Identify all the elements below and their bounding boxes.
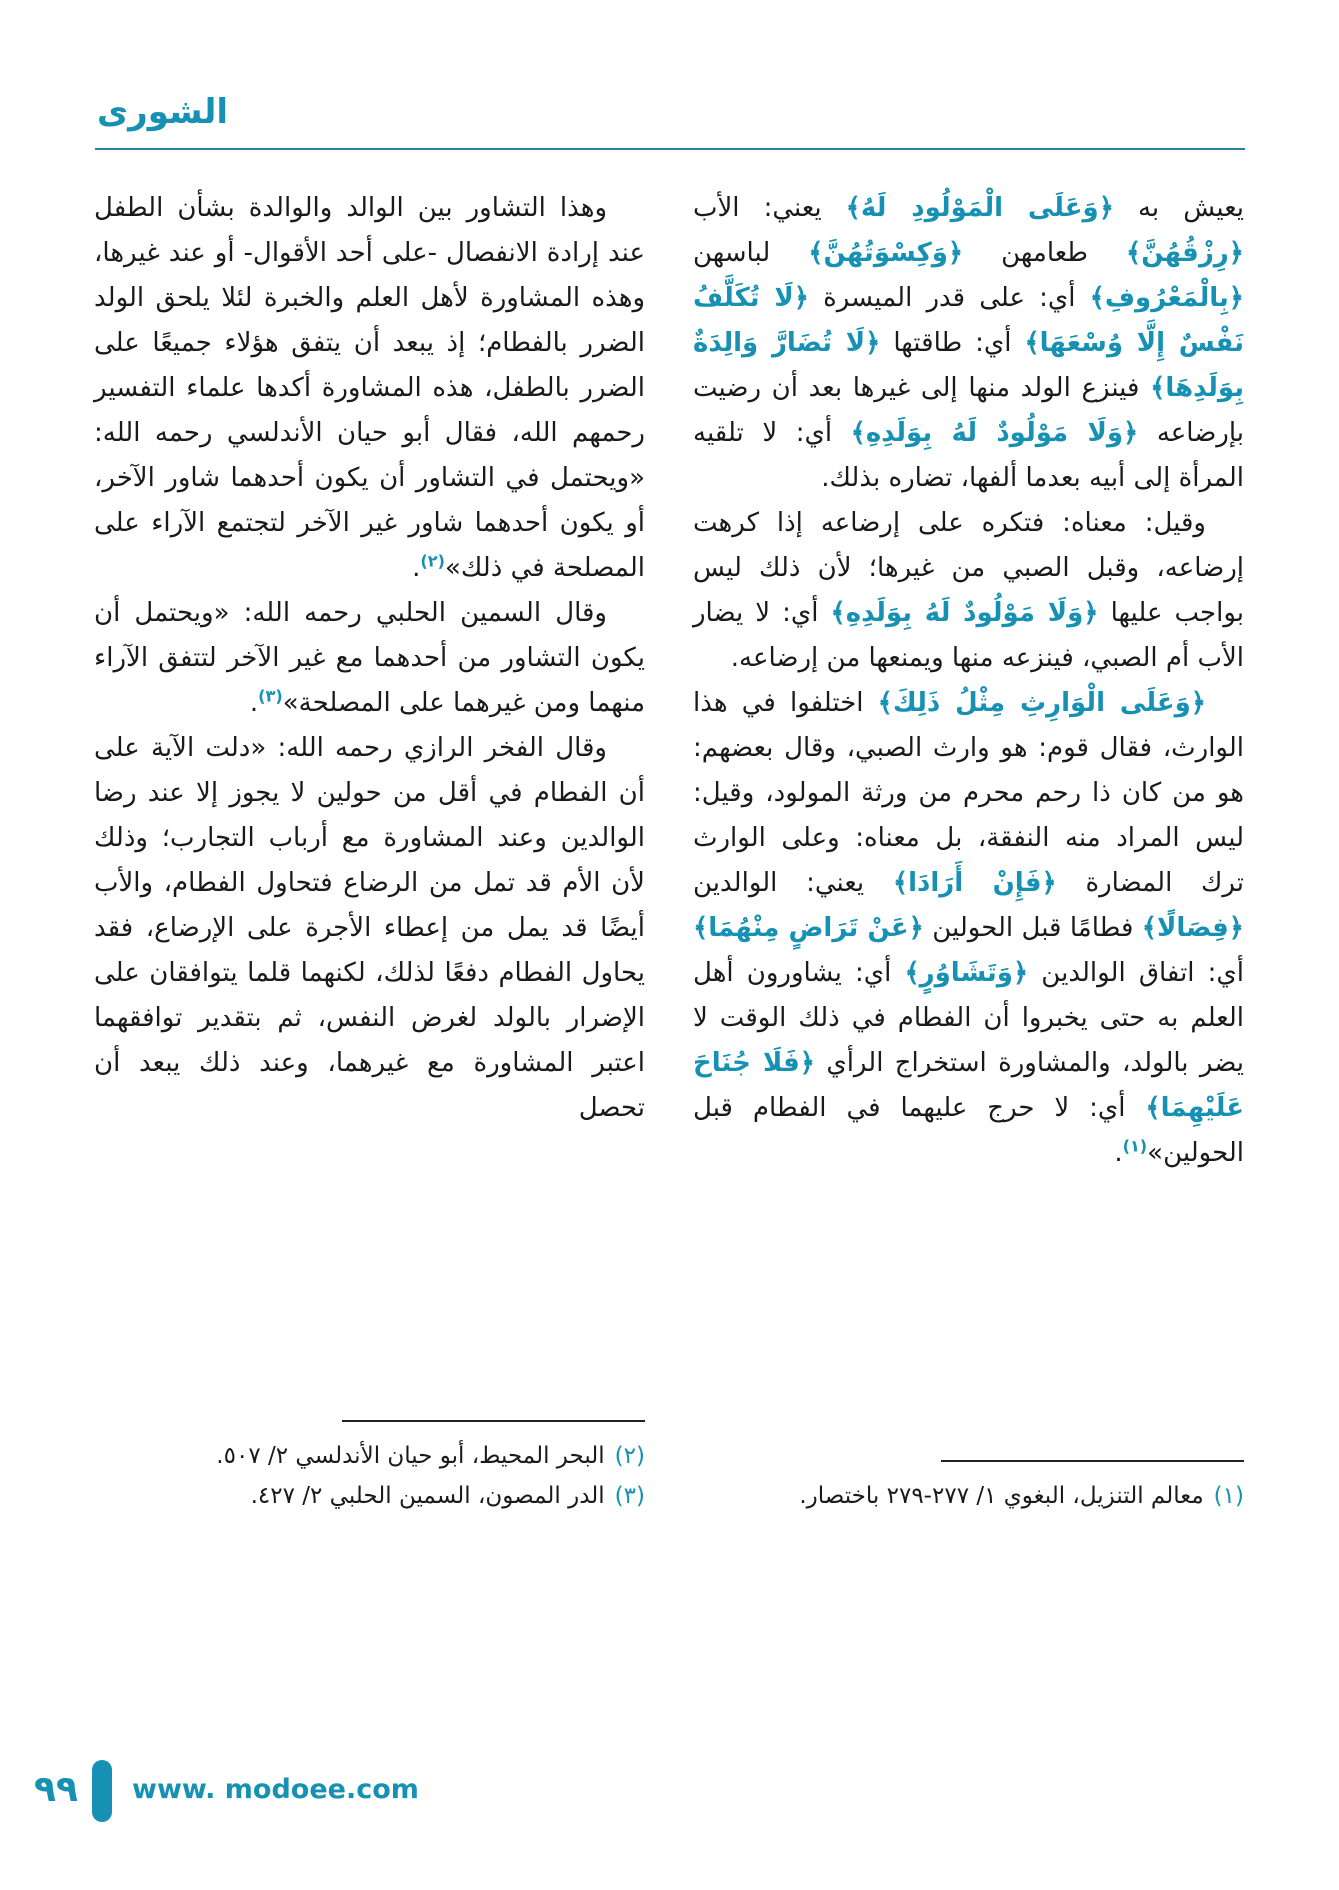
quran-quote: ﴿وَتَشَاوُرٍ﴾ <box>904 958 1029 988</box>
footnote-text: معالم التنزيل، البغوي ١/ ٢٧٧-٢٧٩ باختصار. <box>799 1483 1204 1509</box>
footnote-text: الدر المصون، السمين الحلبي ٢/ ٤٢٧. <box>250 1483 605 1509</box>
body-text: وهذا التشاور بين الوالد والوالدة بشأن الطفل عند إرادة الانفصال -على أحد الأقوال- أو عند غيرها، وهذه المشاورة لأهل العلم والخبرة لئلا يلحق الولد الضرر بالفطام؛ إذ يبعد أن يتفق هؤلاء جميعًا على الضرر بالطفل، هذه المشاورة أكدها علماء التفسير رحمهم الله، فقال أبو حيان الأندلسي رحمه الله: «ويحتمل في التشاور أن يكون أحدهما شاور الآخر، أو يكون أحدهما شاور غير الآخر لتجتمع الآراء على المصلحة في ذلك» <box>94 193 645 583</box>
footnote-number: (١) <box>1213 1483 1244 1509</box>
quran-quote: ﴿وَلَا مَوْلُودٌ لَهُ بِوَلَدِهِ﴾ <box>830 598 1099 628</box>
column-right <box>693 186 1244 1516</box>
body-text: . <box>1114 1138 1123 1168</box>
body-text: أي: طاقتها <box>880 328 1025 358</box>
site-url[interactable]: www. modoee.com <box>132 1774 419 1805</box>
footnote-ref: (١) <box>1122 1136 1148 1156</box>
footer-accent-bar <box>92 1760 112 1822</box>
body-text: أي: لا حرج عليهما في الفطام قبل الحولين» <box>693 1093 1244 1168</box>
body-text: طعامهن <box>963 238 1126 268</box>
body-text: أي: لا يضار الأب أم الصبي، فينزعه منها ويمنعها من إرضاعه. <box>693 598 1244 673</box>
paragraph <box>693 681 1244 1176</box>
body-text: وقال السمين الحلبي رحمه الله: «ويحتمل أن يكون التشاور من أحدهما مع غير الآخر لتتفق الآراء منهما ومن غيرهما على المصلحة» <box>94 598 645 718</box>
quran-quote: ﴿رِزْقُهُنَّ﴾ <box>1126 238 1244 268</box>
column-right-body <box>693 186 1244 1176</box>
body-text: يعني: الأب <box>693 193 846 223</box>
footnote-number: (٣) <box>614 1483 645 1509</box>
footnote <box>94 1476 645 1516</box>
footnotes-left <box>94 1402 645 1516</box>
quran-quote: ﴿عَنْ تَرَاضٍ مِنْهُمَا﴾ <box>693 913 924 943</box>
body-text: اختلفوا في هذا الوارث، فقال قوم: هو وارث الصبي، وقال بعضهم: هو من كان ذا رحم محرم من ورثة المولود، وقيل: ليس المراد منه النفقة، بل معناه: وعلى الوارث ترك المضارة <box>693 688 1244 898</box>
surah-title: الشورى <box>97 92 229 132</box>
quran-quote: ﴿فَلَا جُنَاحَ عَلَيْهِمَا﴾ <box>693 1048 1244 1123</box>
quran-quote: ﴿فَإِنْ أَرَادَا﴾ <box>892 868 1057 898</box>
page-number: ٩٩ <box>34 1769 78 1810</box>
body-text: أي: لا تلقيه المرأة إلى أبيه بعدما ألفها، تضاره بذلك. <box>693 418 1244 493</box>
quran-quote: ﴿لَا تُكَلَّفُ نَفْسٌ إِلَّا وُسْعَهَا﴾ <box>693 283 1245 358</box>
page-footer <box>0 1760 1339 1824</box>
body-text: وقال الفخر الرازي رحمه الله: «دلت الآية على أن الفطام في أقل من حولين لا يجوز إلا عند رضا الوالدين وعند المشاورة مع أرباب التجارب؛ وذلك لأن الأم قد تمل من الرضاع فتحاول الفطام، والأب أيضًا قد يمل من إعطاء الأجرة على الإرضاع، فقد يحاول الفطام دفعًا لذلك، لكنهما قلما يتوافقان على الإضرار بالولد لغرض النفس، ثم بتقدير توافقهما اعتبر المشاورة مع غيرهما، وعند ذلك يبعد أن تحصل <box>94 733 645 1123</box>
column-left <box>94 186 645 1516</box>
body-text: . <box>412 553 421 583</box>
body-text: لباسهن <box>693 238 809 268</box>
body-text: يعني: الوالدين <box>693 868 893 898</box>
footnote-ref: (٢) <box>420 551 445 571</box>
footnotes-left-list <box>94 1436 645 1516</box>
column-left-body <box>94 186 645 1131</box>
footnote-separator <box>342 1420 645 1422</box>
footnote-separator <box>941 1460 1244 1462</box>
body-text: أي: يشاورون أهل العلم به حتى يخبروا أن الفطام في ذلك الوقت لا يضر بالولد، والمشاورة استخراج الرأي <box>693 958 1245 1078</box>
footnote <box>94 1436 645 1476</box>
header-rule <box>95 148 1245 150</box>
body-text: يعيش به <box>1113 193 1244 223</box>
paragraph <box>693 501 1244 681</box>
body-text: أي: اتفاق الوالدين <box>1028 958 1244 988</box>
paragraph <box>693 186 1244 501</box>
body-text: . <box>249 688 259 718</box>
quran-quote: ﴿وَكِسْوَتُهُنَّ﴾ <box>808 238 964 268</box>
footnotes-right <box>693 1442 1244 1516</box>
quran-quote: ﴿بِالْمَعْرُوفِ﴾ <box>1089 283 1245 313</box>
footnote-number: (٢) <box>614 1443 645 1469</box>
quran-quote: ﴿وَعَلَى الْمَوْلُودِ لَهُ﴾ <box>845 193 1114 223</box>
body-text: أي: على قدر الميسرة <box>808 283 1090 313</box>
quran-quote: ﴿وَعَلَى الْوَارِثِ مِثْلُ ذَلِكَ﴾ <box>877 688 1206 718</box>
paragraph <box>94 591 645 726</box>
body-text: فينزع الولد منها إلى غيرها بعد أن رضيت بإرضاعه <box>693 373 1244 448</box>
body-text: فطامًا قبل الحولين <box>923 913 1142 943</box>
body-text: وقيل: معناه: فتكره على إرضاعه إذا كرهت إرضاعه، وقبل الصبي من غيرها؛ لأن ذلك ليس بواجب عليها <box>693 508 1244 628</box>
page-header <box>95 92 1245 154</box>
quran-quote: ﴿لَا تُضَارَّ وَالِدَةٌ بِوَلَدِهَا﴾ <box>693 328 1244 403</box>
quran-quote: ﴿وَلَا مَوْلُودٌ لَهُ بِوَلَدِهِ﴾ <box>850 418 1139 448</box>
footnote <box>693 1476 1244 1516</box>
paragraph <box>94 726 645 1131</box>
quran-quote: ﴿فِصَالًا﴾ <box>1141 913 1244 943</box>
footnote-ref: (٣) <box>258 686 283 706</box>
footnotes-right-list <box>693 1476 1244 1516</box>
text-columns <box>94 186 1244 1516</box>
paragraph <box>94 186 645 591</box>
footnote-text: البحر المحيط، أبو حيان الأندلسي ٢/ ٥٠٧. <box>216 1443 605 1469</box>
